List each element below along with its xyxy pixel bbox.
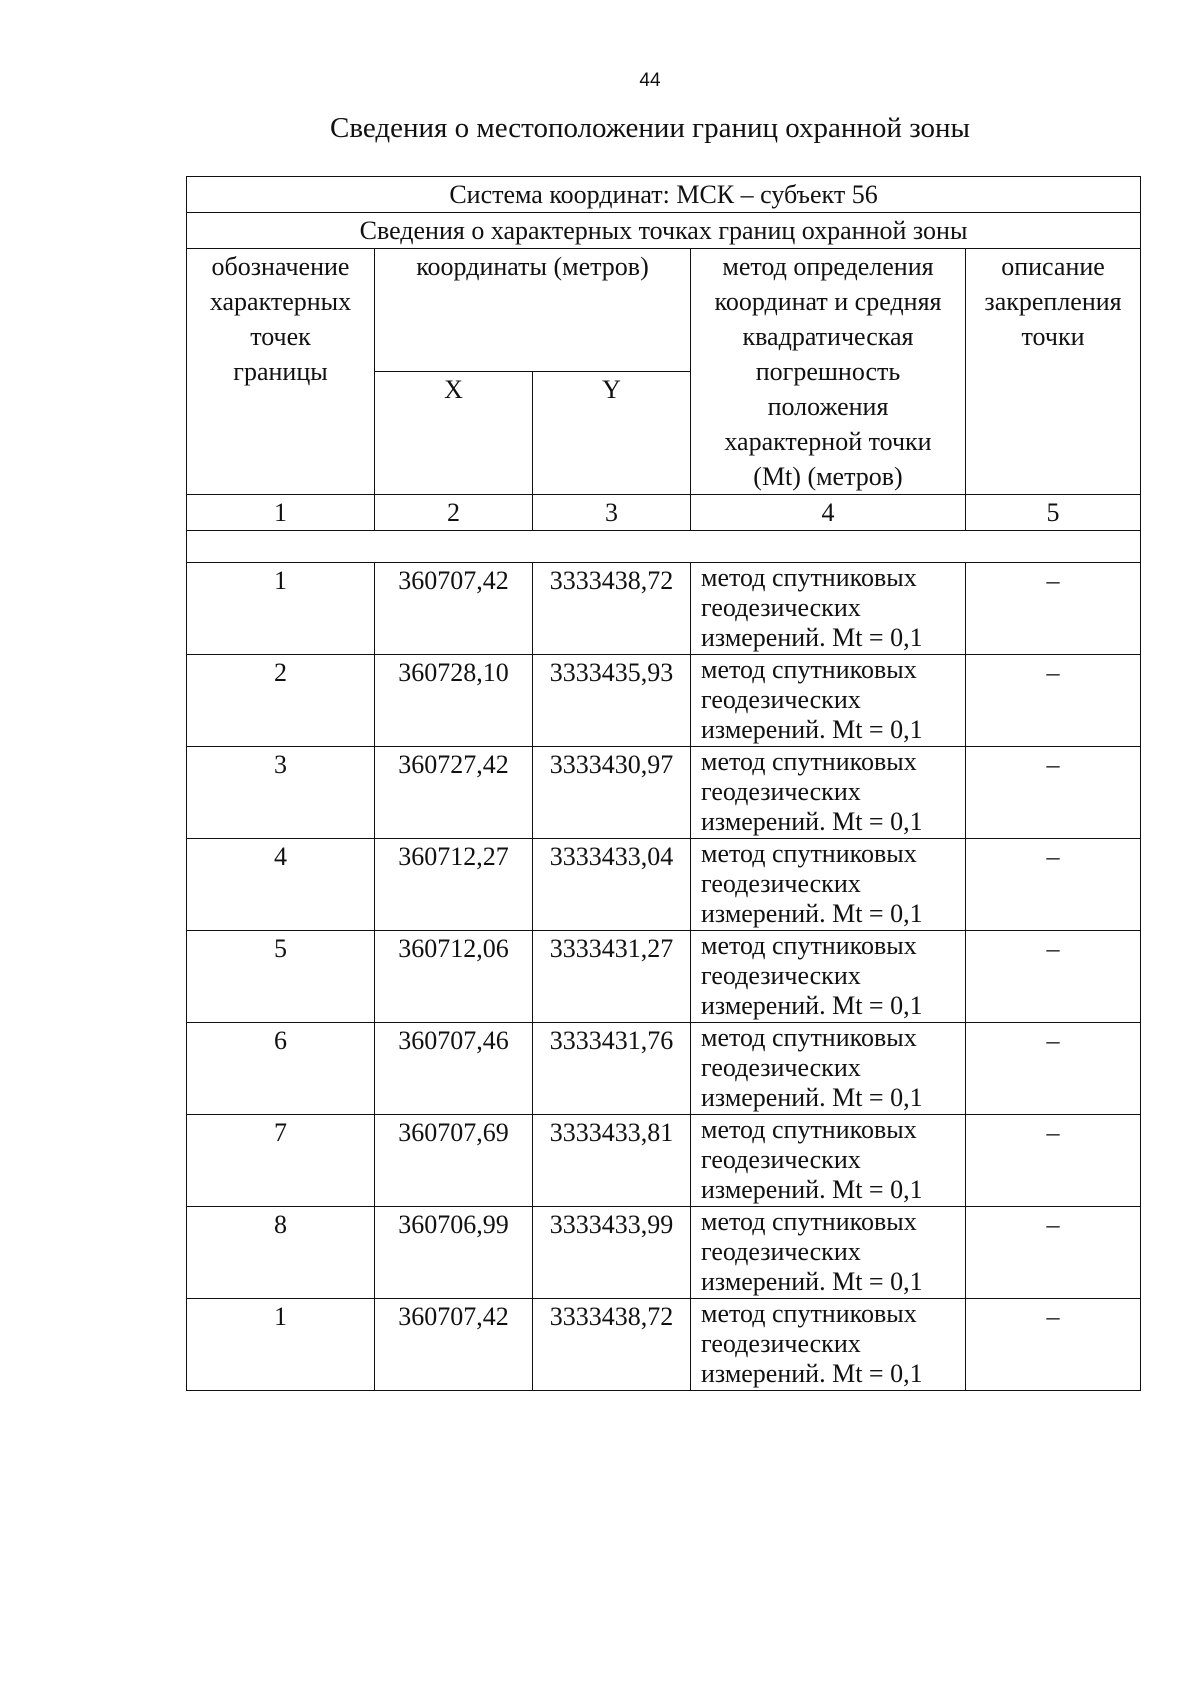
table-row <box>187 1207 1141 1299</box>
table-row <box>187 747 1141 839</box>
description-cell: – <box>966 563 1141 655</box>
page-number: 44 <box>639 70 661 91</box>
y-coordinate-cell: 3333430,97 <box>533 747 691 839</box>
method-line: метод спутниковых <box>701 747 917 776</box>
method-line: геодезических <box>701 1329 861 1358</box>
column-number-row <box>187 495 1141 531</box>
description-cell: – <box>966 839 1141 931</box>
column-number: 1 <box>187 495 375 531</box>
column-number: 2 <box>375 495 533 531</box>
method-cell <box>691 839 966 931</box>
table-row <box>187 1115 1141 1207</box>
point-number-cell: 4 <box>187 839 375 931</box>
x-coordinate-cell: 360728,10 <box>375 655 533 747</box>
table-row <box>187 839 1141 931</box>
method-line: метод спутниковых <box>701 1299 917 1328</box>
coord-system-caption: Система координат: МСК – субъект 56 <box>187 177 1141 213</box>
header-description-line: описание <box>1001 252 1105 281</box>
description-cell: – <box>966 1023 1141 1115</box>
table-row <box>187 563 1141 655</box>
description-cell: – <box>966 931 1141 1023</box>
y-coordinate-cell: 3333438,72 <box>533 1299 691 1391</box>
header-designation-line: обозначение <box>211 252 350 281</box>
method-cell <box>691 563 966 655</box>
description-cell: – <box>966 655 1141 747</box>
header-designation-line: точек <box>250 322 311 351</box>
header-method-line: метод определения <box>722 252 934 281</box>
header-method-line: положения <box>767 392 889 421</box>
y-coordinate-cell: 3333431,27 <box>533 931 691 1023</box>
header-designation <box>187 249 375 495</box>
method-line: метод спутниковых <box>701 1023 917 1052</box>
method-line: измерений. Mt = 0,1 <box>701 1267 923 1296</box>
method-line: геодезических <box>701 961 861 990</box>
table-row <box>187 655 1141 747</box>
method-cell <box>691 1299 966 1391</box>
method-cell <box>691 655 966 747</box>
y-coordinate-cell: 3333438,72 <box>533 563 691 655</box>
y-coordinate-cell: 3333433,99 <box>533 1207 691 1299</box>
method-cell <box>691 1023 966 1115</box>
header-description <box>966 249 1141 495</box>
header-description-line: точки <box>1021 322 1085 351</box>
method-line: геодезических <box>701 1237 861 1266</box>
method-line: измерений. Mt = 0,1 <box>701 1175 923 1204</box>
method-cell <box>691 1207 966 1299</box>
header-method-line: (Mt) (метров) <box>753 462 903 491</box>
method-line: метод спутниковых <box>701 931 917 960</box>
method-line: метод спутниковых <box>701 655 917 684</box>
method-line: измерений. Mt = 0,1 <box>701 899 923 928</box>
method-cell <box>691 931 966 1023</box>
header-coordinates: координаты (метров) <box>375 249 691 372</box>
y-coordinate-cell: 3333433,81 <box>533 1115 691 1207</box>
column-number: 3 <box>533 495 691 531</box>
method-cell <box>691 747 966 839</box>
method-line: геодезических <box>701 1053 861 1082</box>
method-line: измерений. Mt = 0,1 <box>701 991 923 1020</box>
point-number-cell: 2 <box>187 655 375 747</box>
column-number: 4 <box>691 495 966 531</box>
boundary-points-table <box>186 176 1141 1391</box>
point-number-cell: 3 <box>187 747 375 839</box>
method-line: геодезических <box>701 593 861 622</box>
table-row <box>187 1299 1141 1391</box>
method-line: метод спутниковых <box>701 839 917 868</box>
description-cell: – <box>966 1299 1141 1391</box>
header-method-line: характерной точки <box>724 427 932 456</box>
method-cell <box>691 1115 966 1207</box>
x-coordinate-cell: 360712,27 <box>375 839 533 931</box>
method-line: метод спутниковых <box>701 563 917 592</box>
header-method-line: погрешность <box>755 357 901 386</box>
point-number-cell: 1 <box>187 1299 375 1391</box>
x-coordinate-cell: 360706,99 <box>375 1207 533 1299</box>
table-row <box>187 931 1141 1023</box>
column-header-row <box>187 249 1141 372</box>
x-coordinate-cell: 360712,06 <box>375 931 533 1023</box>
x-coordinate-cell: 360707,42 <box>375 563 533 655</box>
method-line: метод спутниковых <box>701 1207 917 1236</box>
document-title: Сведения о местоположении границ охранной зоны <box>329 112 970 144</box>
header-method-line: координат и средняя <box>714 287 942 316</box>
point-number-cell: 5 <box>187 931 375 1023</box>
point-number-cell: 6 <box>187 1023 375 1115</box>
x-coordinate-cell: 360707,42 <box>375 1299 533 1391</box>
x-coordinate-cell: 360727,42 <box>375 747 533 839</box>
section-title-caption: Сведения о характерных точках границ охранной зоны <box>187 213 1141 249</box>
y-coordinate-cell: 3333435,93 <box>533 655 691 747</box>
header-x: X <box>375 372 533 495</box>
method-line: геодезических <box>701 777 861 806</box>
method-line: измерений. Mt = 0,1 <box>701 807 923 836</box>
method-line: метод спутниковых <box>701 1115 917 1144</box>
header-y: Y <box>533 372 691 495</box>
y-coordinate-cell: 3333433,04 <box>533 839 691 931</box>
description-cell: – <box>966 1115 1141 1207</box>
y-coordinate-cell: 3333431,76 <box>533 1023 691 1115</box>
table-row <box>187 1023 1141 1115</box>
header-method <box>691 249 966 495</box>
section-title-row <box>187 213 1141 249</box>
description-cell: – <box>966 1207 1141 1299</box>
blank-separator-row <box>187 531 1141 563</box>
header-designation-line: характерных <box>209 287 352 316</box>
x-coordinate-cell: 360707,69 <box>375 1115 533 1207</box>
point-number-cell: 8 <box>187 1207 375 1299</box>
method-line: геодезических <box>701 869 861 898</box>
coord-system-row <box>187 177 1141 213</box>
method-line: измерений. Mt = 0,1 <box>701 1083 923 1112</box>
header-designation-line: границы <box>233 357 328 386</box>
method-line: геодезических <box>701 685 861 714</box>
method-line: измерений. Mt = 0,1 <box>701 623 923 652</box>
point-number-cell: 1 <box>187 563 375 655</box>
description-cell: – <box>966 747 1141 839</box>
method-line: измерений. Mt = 0,1 <box>701 715 923 744</box>
point-number-cell: 7 <box>187 1115 375 1207</box>
x-coordinate-cell: 360707,46 <box>375 1023 533 1115</box>
header-method-line: квадратическая <box>742 322 914 351</box>
method-line: геодезических <box>701 1145 861 1174</box>
method-line: измерений. Mt = 0,1 <box>701 1359 923 1388</box>
header-description-line: закрепления <box>984 287 1122 316</box>
column-number: 5 <box>966 495 1141 531</box>
blank-separator-cell <box>187 531 1141 563</box>
